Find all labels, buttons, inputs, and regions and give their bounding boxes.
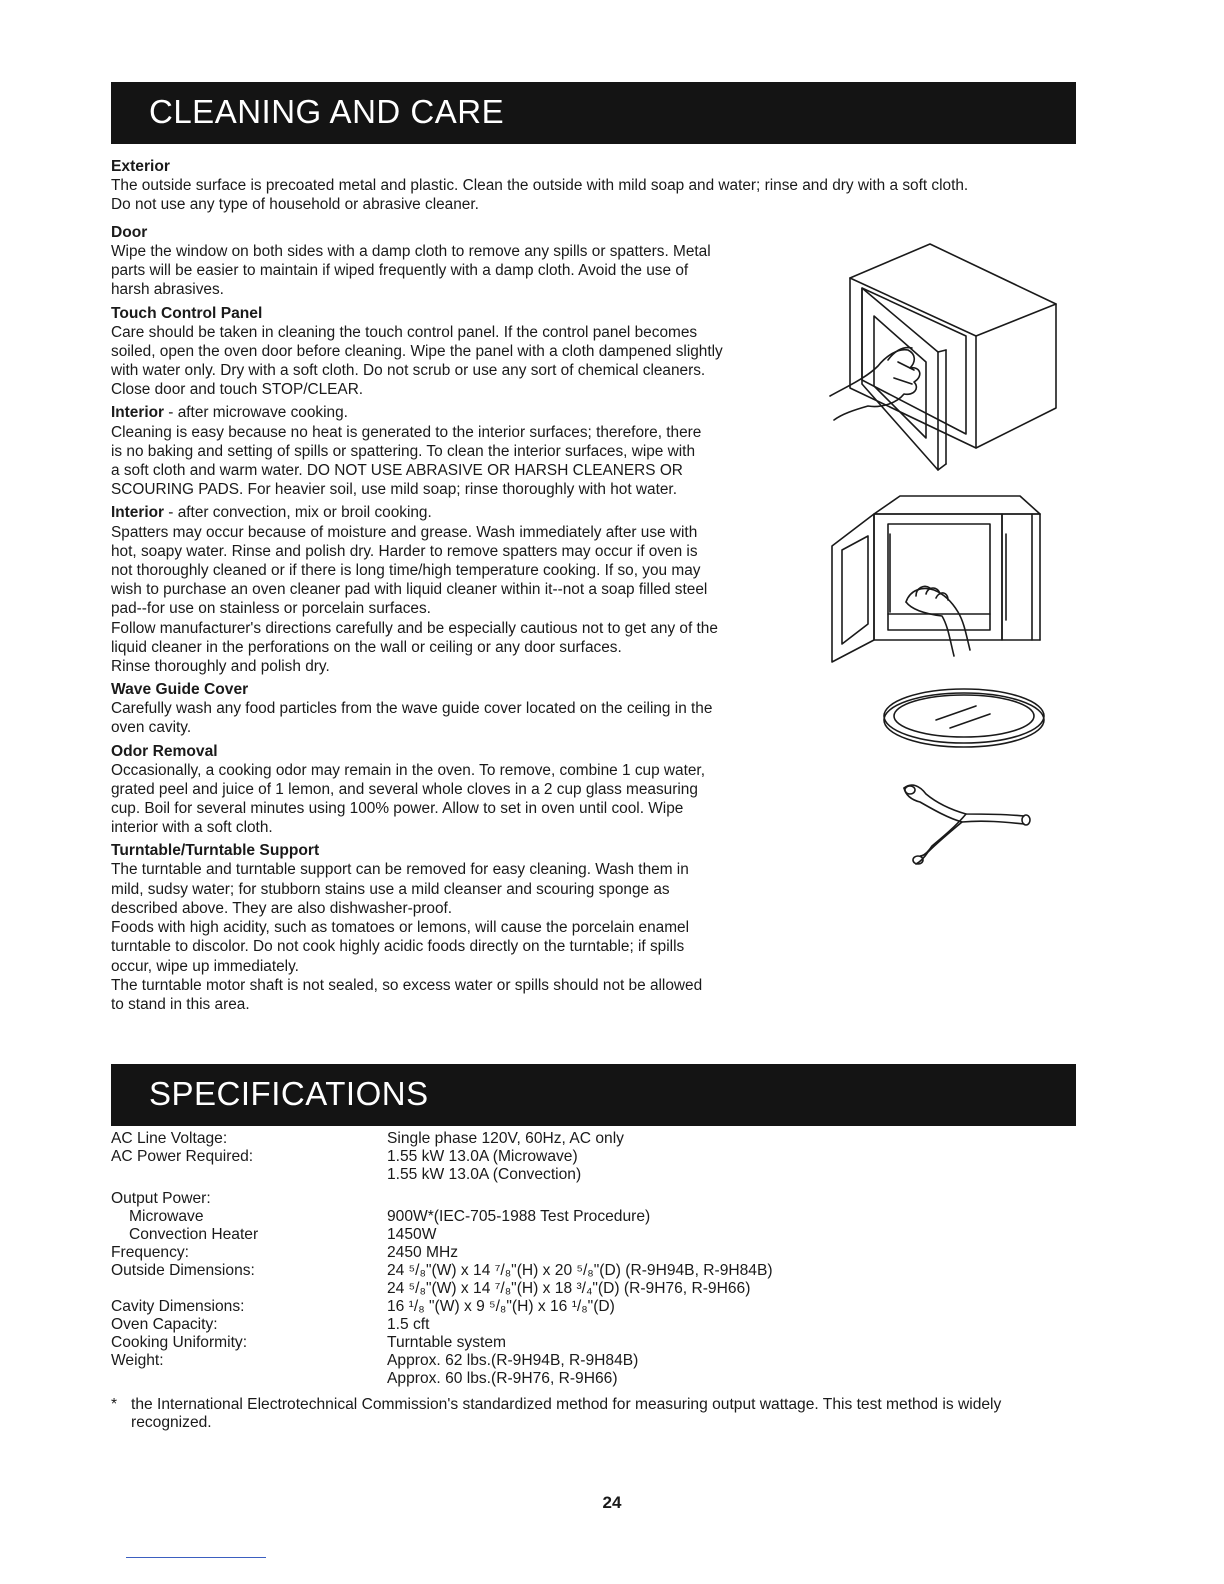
spec-row: [111, 1316, 773, 1334]
wave-guide-section: [111, 680, 775, 737]
odor-removal-line: interior with a soft cloth.: [111, 819, 273, 837]
interior-microwave-line: SCOURING PADS. For heavier soil, use mild soap; rinse thoroughly with hot water.: [111, 481, 677, 499]
wave-guide-line: oven cavity.: [111, 719, 192, 737]
interior-convection-line: liquid cleaner in the perforations on the wall or ceiling or any door surfaces.: [111, 638, 622, 656]
door-line: parts will be easier to maintain if wiped frequently with a damp cloth. Avoid the use of: [111, 262, 689, 280]
spec-label: AC Line Voltage:: [111, 1130, 228, 1147]
spec-value: 24 ⁵/₈"(W) x 14 ⁷/₈"(H) x 18 ³/₄"(D) (R-9H76, R-9H66): [387, 1280, 751, 1297]
door-heading: Door: [111, 224, 148, 241]
turntable-heading: Turntable/Turntable Support: [111, 842, 320, 860]
cleaning-banner: [111, 82, 1076, 144]
cleaning-title: CLEANING AND CARE: [149, 93, 505, 130]
interior-convection-line: not thoroughly cleaned or if there is long time/high temperature cooking. If so, you may: [111, 562, 701, 580]
interior-convection-line: wish to purchase an oven cleaner pad with liquid cleaner within it--not a soap filled steel: [111, 581, 708, 599]
turntable-line: to stand in this area.: [111, 995, 250, 1013]
odor-removal-line: grated peel and juice of 1 lemon, and several whole cloves in a 2 cup glass measuring: [111, 780, 698, 798]
interior-convection-heading: Interior: [111, 504, 165, 522]
spec-value: 1450W: [387, 1226, 437, 1243]
footnote-text: the International Electrotechnical Commission's standardized method for measuring output wattage. This test method is widely recognized.: [131, 1396, 1002, 1431]
touch-panel-line: Close door and touch STOP/CLEAR.: [111, 381, 364, 399]
wave-guide-heading: Wave Guide Cover: [111, 681, 249, 699]
touch-panel-line: soiled, open the oven door before cleaning. Wipe the panel with a cloth dampened slightly: [111, 342, 723, 360]
spec-row: [111, 1130, 773, 1148]
footnote-mark: *: [111, 1396, 118, 1413]
turntable-line: turntable to discolor. Do not cook highly acidic foods directly on the turntable; if spills: [111, 938, 685, 956]
door-line: Wipe the window on both sides with a damp cloth to remove any spills or spatters. Metal: [111, 243, 711, 260]
interior-microwave-subheading: - after microwave cooking.: [164, 404, 348, 422]
spec-value: 1.5 cft: [387, 1316, 430, 1333]
spec-label: Frequency:: [111, 1244, 190, 1261]
door-line: harsh abrasives.: [111, 281, 224, 299]
interior-microwave-line: is no baking and setting of spills or spattering. To clean the interior surfaces, wipe with: [111, 442, 696, 460]
spec-row: [111, 1352, 773, 1388]
turntable-illustration: [880, 686, 1050, 756]
spec-value: Approx. 60 lbs.(R-9H76, R-9H66): [387, 1370, 618, 1387]
turntable-line: The turntable and turntable support can be removed for easy cleaning. Wash them in: [111, 861, 689, 879]
spec-row: [111, 1334, 773, 1352]
spec-value: 900W*(IEC-705-1988 Test Procedure): [387, 1208, 651, 1225]
odor-removal-heading: Odor Removal: [111, 742, 218, 760]
spec-label: Outside Dimensions:: [111, 1262, 255, 1279]
odor-removal-line: cup. Boil for several minutes using 100% power. Allow to set in oven until cool. Wipe: [111, 800, 684, 818]
spec-value: 2450 MHz: [387, 1244, 459, 1261]
footnote: [111, 1396, 1086, 1432]
touch-panel-section: [111, 304, 775, 400]
interior-microwave-line: a soft cloth and warm water. DO NOT USE ABRASIVE OR HARSH CLEANERS OR: [111, 462, 683, 480]
turntable-support-illustration: [898, 770, 1038, 870]
spec-value: 16 ¹/₈ "(W) x 9 ⁵/₈"(H) x 16 ¹/₈"(D): [387, 1298, 615, 1315]
touch-panel-line: Care should be taken in cleaning the touch control panel. If the control panel becomes: [111, 323, 698, 341]
spec-label: Weight:: [111, 1352, 164, 1369]
turntable-line: mild, sudsy water; for stubborn stains use a mild cleanser and scouring sponge as: [111, 880, 670, 898]
spec-value: Turntable system: [387, 1334, 507, 1351]
specifications-banner: [111, 1064, 1076, 1126]
spec-label: Cooking Uniformity:: [111, 1334, 248, 1351]
spec-row: [111, 1226, 773, 1244]
specifications-title: SPECIFICATIONS: [149, 1075, 429, 1112]
interior-convection-line: pad--for use on stainless or porcelain surfaces.: [111, 600, 431, 618]
turntable-section: [111, 841, 775, 1014]
interior-convection-line: hot, soapy water. Rinse and polish dry. Harder to remove spatters may occur if oven is: [111, 542, 698, 560]
spec-label: AC Power Required:: [111, 1148, 254, 1165]
wave-guide-line: Carefully wash any food particles from the wave guide cover located on the ceiling in the: [111, 700, 713, 718]
page-number: 24: [602, 1493, 622, 1512]
door-section: [111, 223, 775, 300]
touch-panel-line: with water only. Dry with a soft cloth. Do not scrub or use any sort of chemical cleaners.: [111, 362, 706, 380]
exterior-line: The outside surface is precoated metal and plastic. Clean the outside with mild soap and water; rinse and dry with a soft cloth.: [111, 177, 969, 194]
spec-row: [111, 1298, 773, 1316]
interior-convection-subheading: - after convection, mix or broil cooking.: [164, 504, 432, 522]
spec-row: [111, 1190, 773, 1208]
footer-rule: [126, 1557, 266, 1558]
spec-label: Cavity Dimensions:: [111, 1298, 245, 1315]
spec-row: [111, 1244, 773, 1262]
door-wipe-illustration: [828, 238, 1060, 478]
interior-wipe-illustration: [830, 494, 1062, 666]
exterior-heading: Exterior: [111, 158, 170, 175]
spec-value: Single phase 120V, 60Hz, AC only: [387, 1130, 624, 1147]
spec-value: 1.55 kW 13.0A (Microwave): [387, 1148, 578, 1165]
exterior-section: [111, 157, 1091, 214]
odor-removal-line: Occasionally, a cooking odor may remain in the oven. To remove, combine 1 cup water,: [111, 761, 705, 779]
spec-row: [111, 1262, 773, 1298]
interior-microwave-section: [111, 403, 775, 499]
spec-row: [111, 1208, 773, 1226]
spec-value: Approx. 62 lbs.(R-9H94B, R-9H84B): [387, 1352, 639, 1369]
turntable-line: The turntable motor shaft is not sealed, so excess water or spills should not be allowed: [111, 976, 703, 994]
spec-value: 24 ⁵/₈"(W) x 14 ⁷/₈"(H) x 20 ⁵/₈"(D) (R-9H94B, R-9H84B): [387, 1262, 773, 1279]
turntable-line: described above. They are also dishwasher-proof.: [111, 899, 453, 917]
turntable-line: occur, wipe up immediately.: [111, 957, 299, 975]
cleaning-body: [111, 223, 775, 1018]
spec-label: Microwave: [129, 1208, 204, 1225]
turntable-line: Foods with high acidity, such as tomatoes or lemons, will cause the porcelain enamel: [111, 919, 690, 937]
interior-microwave-heading: Interior: [111, 404, 165, 422]
spec-label: Convection Heater: [129, 1226, 259, 1243]
spec-label: Output Power:: [111, 1190, 211, 1207]
interior-convection-line: Spatters may occur because of moisture and grease. Wash immediately after use with: [111, 523, 698, 541]
specifications-table: [111, 1130, 773, 1388]
interior-microwave-line: Cleaning is easy because no heat is generated to the interior surfaces; therefore, there: [111, 423, 702, 441]
spec-row: [111, 1148, 773, 1184]
odor-removal-section: [111, 742, 775, 838]
interior-convection-line: Rinse thoroughly and polish dry.: [111, 658, 330, 676]
spec-value: [387, 1190, 391, 1208]
spec-value: 1.55 kW 13.0A (Convection): [387, 1166, 582, 1183]
spec-label: Oven Capacity:: [111, 1316, 218, 1333]
touch-panel-heading: Touch Control Panel: [111, 304, 263, 322]
interior-convection-section: [111, 503, 775, 676]
exterior-line: Do not use any type of household or abrasive cleaner.: [111, 196, 479, 214]
interior-convection-line: Follow manufacturer's directions carefully and be especially cautious not to get any of the: [111, 619, 718, 637]
